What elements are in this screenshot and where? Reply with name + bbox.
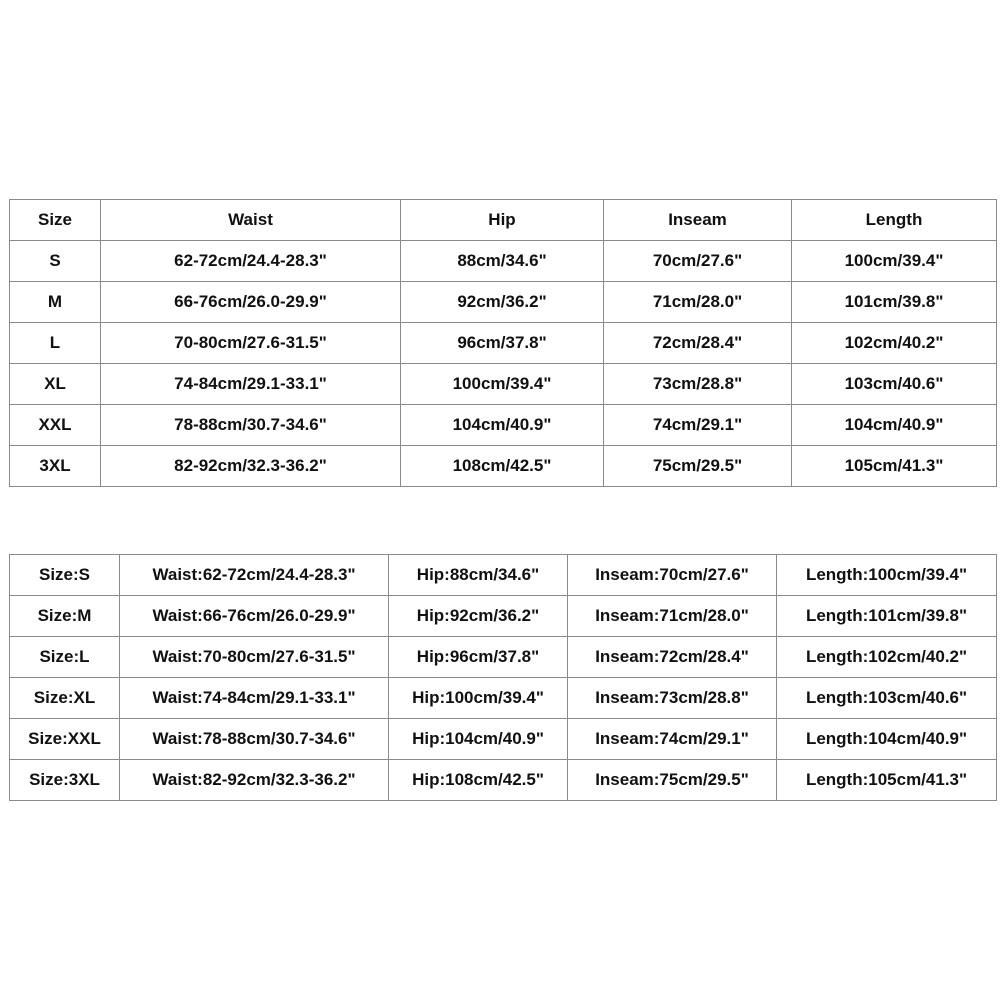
hip-cell: 96cm/37.8" <box>401 323 604 364</box>
hip-cell: 88cm/34.6" <box>401 241 604 282</box>
waist-cell: 62-72cm/24.4-28.3" <box>101 241 401 282</box>
length-cell: Length:104cm/40.9" <box>777 719 997 760</box>
header-length: Length <box>792 200 997 241</box>
hip-cell: 104cm/40.9" <box>401 405 604 446</box>
table-row <box>10 678 997 719</box>
table-row <box>10 719 997 760</box>
length-cell: Length:102cm/40.2" <box>777 637 997 678</box>
size-cell: Size:XXL <box>10 719 120 760</box>
length-cell: 105cm/41.3" <box>792 446 997 487</box>
size-cell: 3XL <box>10 446 101 487</box>
length-cell: Length:101cm/39.8" <box>777 596 997 637</box>
length-cell: 103cm/40.6" <box>792 364 997 405</box>
length-cell: Length:103cm/40.6" <box>777 678 997 719</box>
inseam-cell: 74cm/29.1" <box>604 405 792 446</box>
header-hip: Hip <box>401 200 604 241</box>
length-cell: 101cm/39.8" <box>792 282 997 323</box>
header-inseam: Inseam <box>604 200 792 241</box>
hip-cell: 92cm/36.2" <box>401 282 604 323</box>
size-chart-table <box>9 199 997 487</box>
length-cell: 102cm/40.2" <box>792 323 997 364</box>
table-row <box>10 405 997 446</box>
waist-cell: Waist:82-92cm/32.3-36.2" <box>120 760 389 801</box>
inseam-cell: 71cm/28.0" <box>604 282 792 323</box>
hip-cell: Hip:100cm/39.4" <box>389 678 568 719</box>
table-row <box>10 596 997 637</box>
table-row <box>10 282 997 323</box>
table-row <box>10 760 997 801</box>
table-row <box>10 446 997 487</box>
hip-cell: Hip:96cm/37.8" <box>389 637 568 678</box>
waist-cell: Waist:74-84cm/29.1-33.1" <box>120 678 389 719</box>
table-row <box>10 555 997 596</box>
inseam-cell: Inseam:71cm/28.0" <box>568 596 777 637</box>
waist-cell: 78-88cm/30.7-34.6" <box>101 405 401 446</box>
size-cell: Size:3XL <box>10 760 120 801</box>
hip-cell: 100cm/39.4" <box>401 364 604 405</box>
table-row <box>10 241 997 282</box>
waist-cell: Waist:70-80cm/27.6-31.5" <box>120 637 389 678</box>
table-row <box>10 364 997 405</box>
inseam-cell: Inseam:70cm/27.6" <box>568 555 777 596</box>
hip-cell: Hip:92cm/36.2" <box>389 596 568 637</box>
inseam-cell: Inseam:72cm/28.4" <box>568 637 777 678</box>
inseam-cell: Inseam:75cm/29.5" <box>568 760 777 801</box>
size-cell: Size:XL <box>10 678 120 719</box>
size-cell: XXL <box>10 405 101 446</box>
inseam-cell: 70cm/27.6" <box>604 241 792 282</box>
labeled-size-chart-table <box>9 554 997 801</box>
length-cell: 100cm/39.4" <box>792 241 997 282</box>
size-cell: S <box>10 241 101 282</box>
hip-cell: 108cm/42.5" <box>401 446 604 487</box>
size-cell: L <box>10 323 101 364</box>
waist-cell: 74-84cm/29.1-33.1" <box>101 364 401 405</box>
waist-cell: 70-80cm/27.6-31.5" <box>101 323 401 364</box>
inseam-cell: Inseam:74cm/29.1" <box>568 719 777 760</box>
inseam-cell: 75cm/29.5" <box>604 446 792 487</box>
waist-cell: 66-76cm/26.0-29.9" <box>101 282 401 323</box>
length-cell: Length:100cm/39.4" <box>777 555 997 596</box>
header-waist: Waist <box>101 200 401 241</box>
table-row <box>10 637 997 678</box>
inseam-cell: 73cm/28.8" <box>604 364 792 405</box>
table-row <box>10 323 997 364</box>
waist-cell: Waist:62-72cm/24.4-28.3" <box>120 555 389 596</box>
hip-cell: Hip:108cm/42.5" <box>389 760 568 801</box>
length-cell: Length:105cm/41.3" <box>777 760 997 801</box>
size-cell: XL <box>10 364 101 405</box>
waist-cell: 82-92cm/32.3-36.2" <box>101 446 401 487</box>
inseam-cell: Inseam:73cm/28.8" <box>568 678 777 719</box>
table-header-row <box>10 200 997 241</box>
size-cell: Size:L <box>10 637 120 678</box>
waist-cell: Waist:78-88cm/30.7-34.6" <box>120 719 389 760</box>
size-cell: M <box>10 282 101 323</box>
size-cell: Size:S <box>10 555 120 596</box>
size-cell: Size:M <box>10 596 120 637</box>
header-size: Size <box>10 200 101 241</box>
waist-cell: Waist:66-76cm/26.0-29.9" <box>120 596 389 637</box>
length-cell: 104cm/40.9" <box>792 405 997 446</box>
hip-cell: Hip:104cm/40.9" <box>389 719 568 760</box>
inseam-cell: 72cm/28.4" <box>604 323 792 364</box>
hip-cell: Hip:88cm/34.6" <box>389 555 568 596</box>
